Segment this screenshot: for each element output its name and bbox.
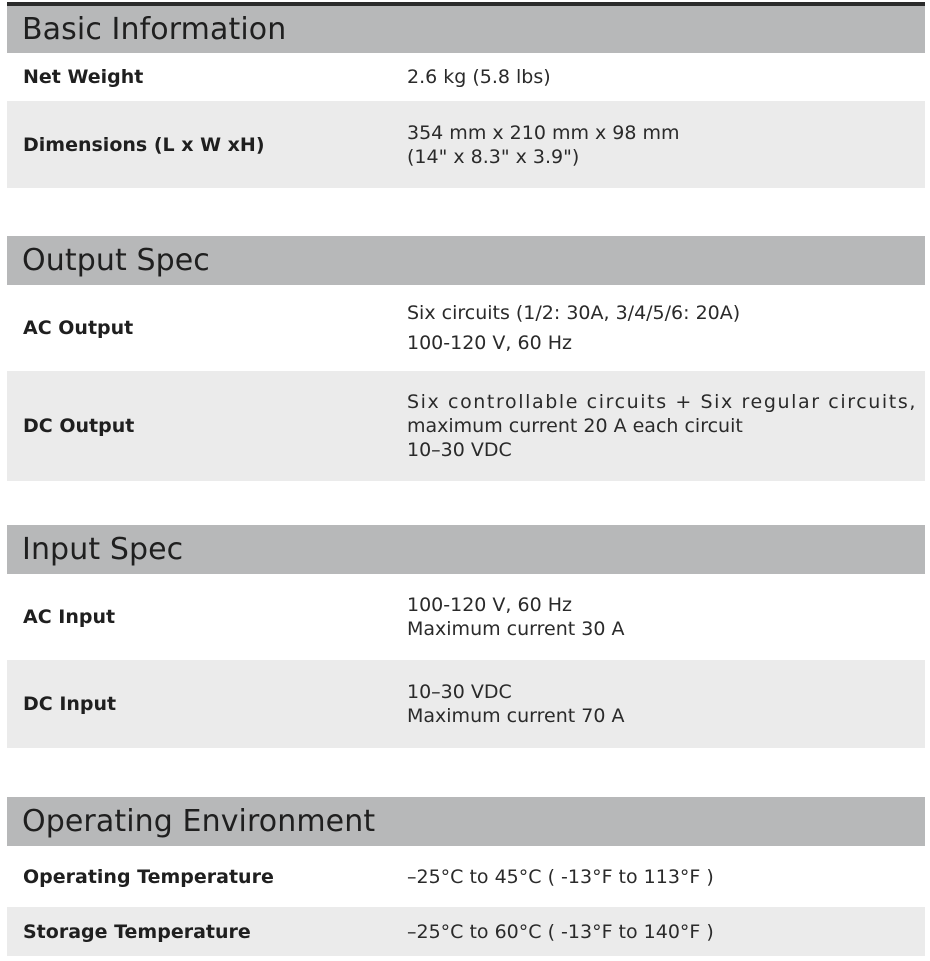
spec-label: Storage Temperature	[23, 920, 251, 943]
spec-value-line: Maximum current 70 A	[407, 705, 625, 727]
spec-value	[407, 846, 919, 907]
spec-row-operating-temperature	[7, 846, 925, 907]
spec-label: DC Output	[23, 415, 135, 437]
spec-value-line: Six circuits (1/2: 30A, 3/4/5/6: 20A)	[407, 302, 741, 324]
spec-row-dc-output	[7, 371, 925, 481]
section-header-input-spec: Input Spec	[7, 525, 925, 574]
section-header-output-spec: Output Spec	[7, 236, 925, 285]
spec-row-net-weight	[7, 53, 925, 101]
spec-value-line: 10–30 VDC	[407, 681, 512, 703]
spec-value-line: Maximum current 30 A	[407, 618, 625, 640]
spec-value	[407, 660, 919, 748]
spec-row-dimensions	[7, 101, 925, 188]
section-header-basic-information: Basic Information	[7, 6, 925, 53]
spec-value	[407, 371, 919, 481]
spec-label: DC Input	[23, 693, 117, 715]
spec-label: Dimensions (L x W xH)	[23, 133, 265, 156]
section-header-operating-environment: Operating Environment	[7, 797, 925, 846]
spec-row-dc-input	[7, 660, 925, 748]
spec-row-ac-output	[7, 285, 925, 371]
spec-value	[407, 53, 919, 101]
spec-value	[407, 101, 919, 188]
spec-value-line: 100-120 V, 60 Hz	[407, 594, 572, 616]
spec-label: AC Output	[23, 317, 134, 339]
spec-value-line: (14" x 8.3" x 3.9")	[407, 145, 580, 168]
spec-value	[407, 574, 919, 660]
spec-value-line: Six controllable circuits + Six regular circuits,	[407, 391, 917, 413]
spec-value-line: maximum current 20 A each circuit	[407, 415, 743, 437]
spec-value-line: 10–30 VDC	[407, 439, 512, 461]
spec-label: Operating Temperature	[23, 865, 274, 888]
spec-value-line: –25°C to 45°C ( -13°F to 113°F )	[407, 865, 714, 888]
spec-label: AC Input	[23, 606, 116, 628]
spec-value	[407, 285, 919, 371]
spec-value-line: 100-120 V, 60 Hz	[407, 332, 572, 354]
spec-value	[407, 907, 919, 956]
spec-label: Net Weight	[23, 66, 144, 88]
spec-value-line: 2.6 kg (5.8 lbs)	[407, 66, 551, 88]
spec-value-line: 354 mm x 210 mm x 98 mm	[407, 121, 680, 144]
spec-value-line: –25°C to 60°C ( -13°F to 140°F )	[407, 920, 714, 943]
spec-row-ac-input	[7, 574, 925, 660]
spec-row-storage-temperature	[7, 907, 925, 956]
